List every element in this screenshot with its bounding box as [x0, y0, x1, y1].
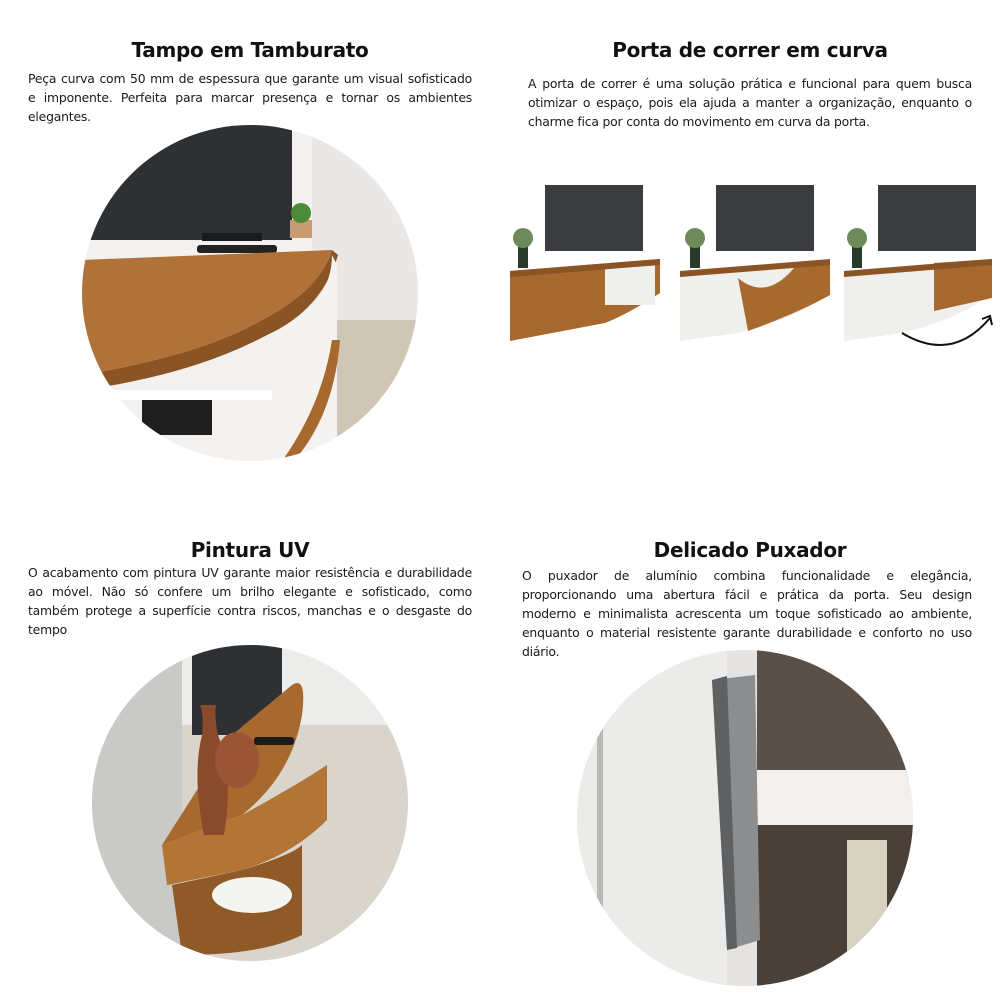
rack-closed-image	[510, 183, 665, 352]
section-title-pintura: Pintura UV	[190, 538, 310, 562]
section-title-porta: Porta de correr em curva	[612, 38, 888, 62]
section-text-porta: A porta de correr é uma solução prática e funcional para quem busca otimizar o espaço, pois ela ajuda a manter a organização, enquanto o charme fica por conta do movimento em curva da porta.	[528, 76, 972, 129]
tampo-photo	[82, 125, 418, 461]
rack-middle-image	[678, 183, 833, 352]
section-title-tampo: Tampo em Tamburato	[131, 38, 369, 62]
pintura-photo	[92, 645, 408, 961]
section-title-puxador: Delicado Puxador	[653, 538, 847, 562]
section-text-pintura: O acabamento com pintura UV garante maior resistência e durabilidade ao móvel. Não só confere um brilho elegante e sofisticado, como também protege a superfície contra riscos, manchas e o desgaste do tempo	[28, 565, 472, 637]
rack-open-image	[842, 183, 1000, 352]
section-text-tampo: Peça curva com 50 mm de espessura que garante um visual sofisticado e imponente. Perfeita para marcar presença e tornar os ambientes elegantes.	[28, 71, 472, 124]
puxador-photo	[577, 650, 913, 986]
section-text-puxador: O puxador de alumínio combina funcionalidade e elegância, proporcionando uma abertura fácil e prática da porta. Seu design moderno e minimalista acrescenta um toque sofisticado ao ambiente, enquanto o material resistente garante durabilidade e conforto no uso diário.	[522, 568, 972, 659]
